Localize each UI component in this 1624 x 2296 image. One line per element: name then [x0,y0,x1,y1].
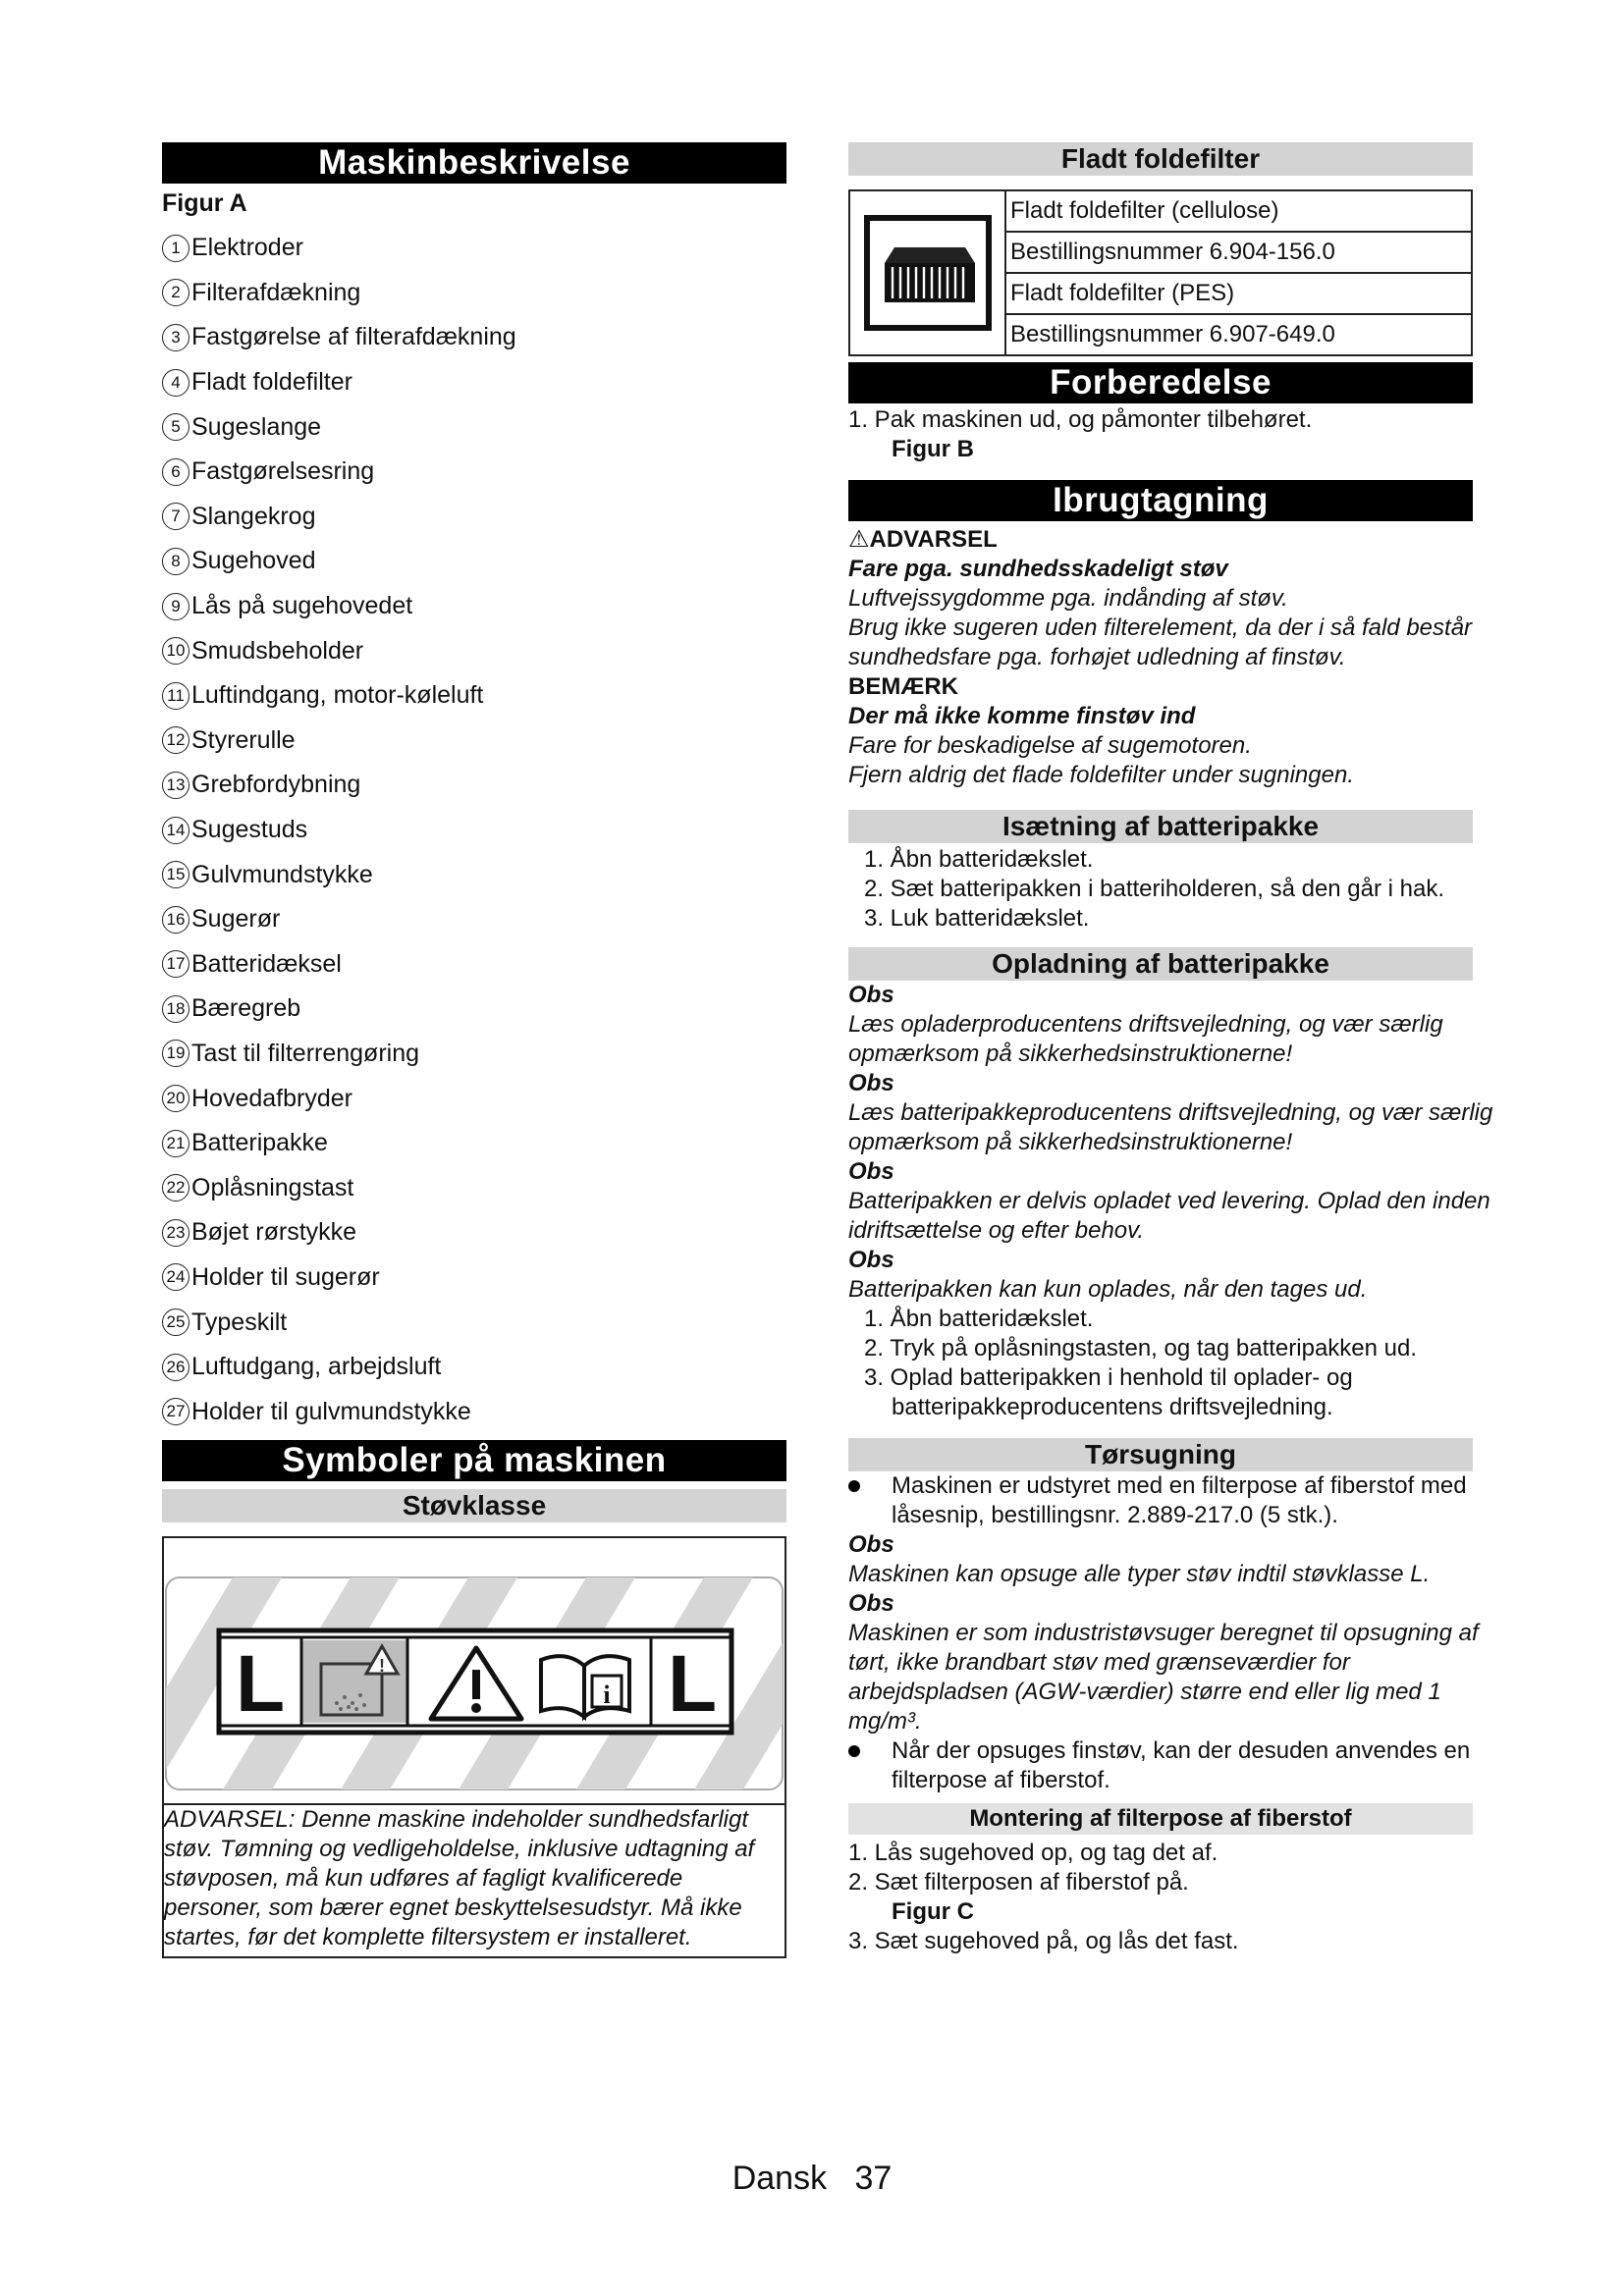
charge-step: 3. Oplad batteripakken i henhold til oplader- og batteripakkeproducentens driftsvejledning. [864,1364,1353,1420]
charge-note-4: Batteripakken kan kun oplades, når den tages ud. [848,1276,1368,1303]
charge-note-1: Læs opladerproducentens driftsvejledning, og vær særlig opmærksom på sikkerhedsinstruktionerne! [848,1011,1443,1067]
part-item [162,271,786,316]
mount-step-1: 1. Lås sugehoved op, og tag det af. [848,1840,1218,1866]
part-item [162,628,786,673]
part-item [162,226,786,271]
obs-label: Obs [848,1247,894,1273]
flat-filter-image [850,191,1006,354]
part-item [162,584,786,629]
part-number-badge: 21 [162,1130,189,1157]
dry-bullet-2: Når der opsuges finstøv, kan der desuden anvendes en filterpose af fiberstof. [848,1736,1496,1795]
dust-class-heading: Støvklasse [162,1489,786,1522]
part-number-badge: 10 [162,637,189,665]
part-label: Hovedafbryder [191,1084,352,1112]
battery-insert-heading: Isætning af batteripakke [848,810,1473,843]
part-number-badge: 7 [162,503,189,530]
part-item [162,1210,786,1255]
obs-label: Obs [848,1070,894,1096]
part-label: Oplåsningstast [191,1173,354,1201]
mount-heading: Montering af filterpose af fiberstof [848,1803,1473,1835]
note-line-2: Fjern aldrig det flade foldefilter under sugningen. [848,762,1354,788]
charge-steps [848,1305,1496,1422]
note-label: BEMÆRK [848,673,958,700]
obs-label: Obs [848,982,894,1008]
flat-filter-rows [1006,191,1471,354]
obs-label: Obs [848,1158,894,1185]
part-number-badge: 20 [162,1085,189,1112]
part-number-badge: 24 [162,1263,189,1291]
part-label: Fastgørelsesring [191,457,375,486]
note-line-1: Fare for beskadigelse af sugemotoren. [848,732,1252,759]
part-label: Tast til filterrengøring [191,1039,420,1067]
part-label: Sugeslange [191,412,322,441]
part-item [162,1300,786,1345]
part-number-badge: 23 [162,1219,189,1247]
warning-label: ⚠ADVARSEL [848,526,998,553]
footer-language: Dansk [731,2160,828,2197]
part-item [162,852,786,897]
flat-filter-row: Bestillingsnummer 6.904-156.0 [1006,233,1471,274]
dry-suction-heading: Tørsugning [848,1438,1473,1471]
part-item [162,1121,786,1166]
part-label: Fladt foldefilter [191,368,352,397]
dust-class-symbol-strip [164,1538,785,1797]
obs-label: Obs [848,1590,894,1617]
prep-step: 1. Pak maskinen ud, og påmonter tilbehøret. [848,406,1313,433]
part-number-badge: 11 [162,682,189,710]
warning-heading: Fare pga. sundhedsskadeligt støv [848,556,1228,582]
obs-label: Obs [848,1531,894,1558]
part-number-badge: 4 [162,369,189,397]
flat-filter-row: Fladt foldefilter (cellulose) [1006,191,1471,233]
note-heading: Der må ikke komme finstøv ind [848,703,1196,729]
section-title-ibrugtagning: Ibrugtagning [848,480,1473,521]
part-number-badge: 22 [162,1174,189,1201]
page-footer [0,2160,1624,2198]
part-label: Luftudgang, arbejdsluft [191,1353,442,1381]
dust-class-label-image [164,1538,785,1797]
battery-insert-step: 1. Åbn batteridækslet. [864,846,1094,873]
part-number-badge: 13 [162,772,189,799]
part-number-badge: 8 [162,548,189,575]
part-label: Sugehoved [191,547,316,575]
part-item [162,987,786,1032]
part-number-badge: 27 [162,1398,189,1425]
warning-line-1: Luftvejssygdomme pga. indånding af støv. [848,585,1288,612]
charge-note-3: Batteripakken er delvis opladet ved levering. Oplad den inden idriftsættelse og efter behov. [848,1188,1490,1244]
part-number-badge: 15 [162,861,189,888]
charge-note-2: Læs batteripakkeproducentens driftsvejledning, og vær særlig opmærksom på sikkerhedsinstruktionerne! [848,1099,1493,1155]
part-label: Styrerulle [191,725,296,754]
part-item [162,808,786,853]
part-item [162,719,786,764]
part-label: Smudsbeholder [191,636,364,665]
part-number-badge: 25 [162,1308,189,1336]
part-item [162,1255,786,1301]
part-label: Grebfordybning [191,771,361,799]
part-number-badge: 2 [162,279,189,306]
flat-filter-heading: Fladt foldefilter [848,142,1473,176]
flat-filter-row: Fladt foldefilter (PES) [1006,274,1471,315]
section-title-maskinbeskrivelse: Maskinbeskrivelse [162,142,786,184]
prep-figure: Figur B [892,436,974,462]
part-item [162,673,786,719]
flat-filter-row: Bestillingsnummer 6.907-649.0 [1010,321,1335,347]
part-item [162,495,786,540]
part-number-badge: 14 [162,817,189,844]
symbol-box [162,1536,786,1958]
part-number-badge: 17 [162,950,189,978]
dust-class-letter-left: L [235,1639,286,1730]
svg-text:!: ! [379,1656,385,1677]
page-number: 37 [854,2160,893,2197]
part-item [162,942,786,988]
part-item [162,763,786,808]
flat-filter-table [848,189,1473,356]
part-label: Batteridæksel [191,949,342,978]
warning-line-2: Brug ikke sugeren uden filterelement, da der i så fald består sundhedsfare pga. forhøjet udledning af finstøv. [848,614,1473,670]
dry-note-1: Maskinen kan opsuge alle typer støv indtil støvklasse L. [848,1561,1431,1587]
part-number-badge: 5 [162,413,189,441]
part-label: Sugerør [191,905,281,934]
part-item [162,1389,786,1434]
charging-heading: Opladning af batteripakke [848,947,1473,981]
part-label: Fastgørelse af filterafdækning [191,323,516,351]
parts-list [162,226,786,1434]
bullet-dot-icon [848,1745,860,1757]
part-label: Bøjet rørstykke [191,1218,357,1247]
battery-insert-step: 3. Luk batteridækslet. [864,905,1090,932]
part-item [162,897,786,942]
mount-step-3: 3. Sæt sugehoved på, og lås det fast. [848,1928,1239,1954]
mount-step-2: 2. Sæt filterposen af fiberstof på. [848,1869,1189,1896]
bullet-dot-icon [848,1480,860,1492]
part-label: Typeskilt [191,1308,288,1336]
part-number-badge: 1 [162,235,189,262]
part-label: Elektroder [191,234,303,262]
figure-a-label: Figur A [162,189,247,217]
right-column [848,142,1496,1956]
dust-class-letter-right: L [667,1639,718,1730]
part-item [162,539,786,584]
part-item [162,1076,786,1121]
part-label: Luftindgang, motor-køleluft [191,681,484,710]
part-item [162,404,786,450]
part-item [162,1032,786,1077]
part-number-badge: 26 [162,1354,189,1381]
part-item [162,1345,786,1390]
part-number-badge: 3 [162,324,189,351]
flat-filter-icon [859,210,997,336]
part-label: Bæregreb [191,994,301,1023]
section-title-symbols: Symboler på maskinen [162,1440,786,1481]
part-number-badge: 6 [162,458,189,486]
part-number-badge: 9 [162,593,189,620]
part-item [162,450,786,495]
part-number-badge: 16 [162,906,189,934]
part-label: Filterafdækning [191,278,361,306]
mount-figure: Figur C [892,1898,974,1925]
left-column [162,142,786,1958]
part-number-badge: 19 [162,1040,189,1067]
part-label: Sugestuds [191,816,308,844]
read-manual-icon [541,1656,629,1717]
part-label: Batteripakke [191,1129,328,1157]
part-label: Holder til sugerør [191,1262,380,1291]
charge-step: 1. Åbn batteridækslet. [864,1306,1094,1332]
battery-insert-steps [848,845,1496,934]
battery-insert-step: 2. Sæt batteripakken i batteriholderen, så den går i hak. [864,876,1445,902]
section-title-forberedelse: Forberedelse [848,362,1473,403]
part-item [162,360,786,405]
charge-step: 2. Tryk på oplåsningstasten, og tag batteripakken ud. [864,1335,1418,1362]
svg-text:i: i [603,1681,611,1710]
dry-note-2: Maskinen er som industristøvsuger beregnet til opsugning af tørt, ikke brandbart støv med grænseværdier for arbejdspladsen (AGW-værdier) større end eller lig med 1 mg/m³. [848,1620,1479,1735]
dry-bullet-1: Maskinen er udstyret med en filterpose af fiberstof med låsesnip, bestillingsnr. 2.889-217.0 (5 stk.). [848,1471,1496,1530]
part-label: Lås på sugehovedet [191,592,413,620]
symbol-warning-text: ADVARSEL: Denne maskine indeholder sundhedsfarligt støv. Tømning og vedligeholdelse, inklusive udtagning af støvposen, må kun udføres af fagligt kvalificerede personer, som bærer egnet beskyttelsesudstyr. Må ikke startes, før det komplette filtersystem er installeret. [164,1806,755,1951]
part-label: Slangekrog [191,502,316,530]
part-number-badge: 18 [162,995,189,1023]
part-label: Holder til gulvmundstykke [191,1397,471,1425]
part-number-badge: 12 [162,726,189,754]
part-label: Gulvmundstykke [191,860,373,888]
part-item [162,1165,786,1210]
part-item [162,315,786,360]
